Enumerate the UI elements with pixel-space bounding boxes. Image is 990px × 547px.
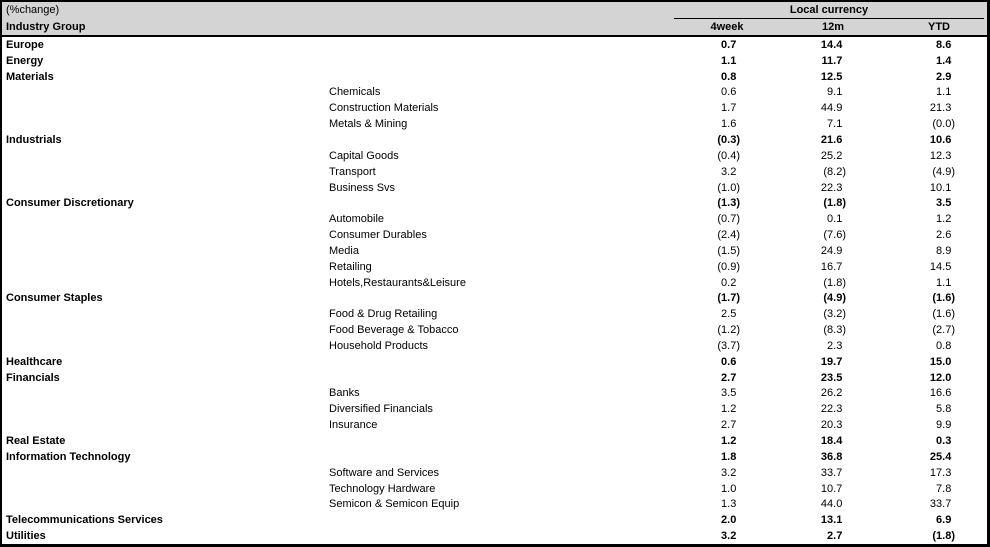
cell-4week [674,86,780,98]
cell-value: 10.6 [929,133,952,146]
cell-value: 25.2 [820,149,843,162]
cell-4week [674,197,780,209]
cell-ytd [886,55,990,67]
cell-ytd [886,118,990,130]
row-label: Energy [6,54,44,67]
table-row [2,291,987,307]
cell-value: 1.2 [721,403,737,416]
table-row [2,481,987,497]
cell-value: 2.6 [936,229,952,242]
cell-4week [674,483,780,495]
cell-value: (3.7) [717,339,740,352]
cell-value: (3.2) [823,308,846,321]
table-row [2,180,987,196]
cell-12m [780,419,886,431]
cell-value: 3.5 [936,197,952,210]
cell-value: (1.3) [717,197,740,210]
cell-4week [674,261,780,273]
cell-12m [780,118,886,130]
column-header-12m: 12m [821,20,845,33]
cell-value: 0.8 [936,339,952,352]
row-label: Software and Services [329,466,440,479]
cell-ytd [886,467,990,479]
cell-12m [780,403,886,415]
column-header-4week: 4week [710,20,744,33]
cell-12m [780,498,886,510]
row-label: Chemicals [329,86,381,99]
cell-value: 1.1 [936,276,952,289]
cell-value: 21.3 [929,102,952,115]
cell-12m [780,102,886,114]
cell-12m [780,166,886,178]
cell-ytd [886,182,990,194]
cell-ytd [886,86,990,98]
cell-ytd [886,134,990,146]
cell-4week [674,324,780,336]
cell-12m [780,150,886,162]
cell-ytd [886,229,990,241]
cell-value: (1.5) [717,244,740,257]
cell-value: (8.2) [823,165,846,178]
cell-value: 14.4 [820,38,843,51]
cell-ytd [886,213,990,225]
cell-12m [780,514,886,526]
cell-value: 3.2 [721,530,737,543]
cell-value: 6.9 [936,514,952,527]
row-label: Europe [6,38,44,51]
cell-value: (1.7) [717,292,740,305]
cell-value: (7.6) [823,229,846,242]
cell-ytd [886,71,990,83]
cell-value: 0.6 [721,355,737,368]
cell-value: 13.1 [820,514,843,527]
cell-ytd [886,39,990,51]
cell-value: 3.5 [721,387,737,400]
cell-value: (1.0) [717,181,740,194]
cell-12m [780,324,886,336]
row-label: Consumer Durables [329,229,427,242]
cell-value: (2.7) [932,324,955,337]
cell-value: 0.8 [721,70,737,83]
cell-4week [674,150,780,162]
row-label: Hotels,Restaurants&Leisure [329,276,466,289]
cell-12m [780,356,886,368]
cell-12m [780,277,886,289]
cell-4week [674,467,780,479]
cell-12m [780,530,886,542]
cell-value: 2.0 [721,514,737,527]
cell-value: 9.9 [936,419,952,432]
table-row [2,148,987,164]
cell-value: 8.6 [936,38,952,51]
cell-value: 7.8 [936,482,952,495]
cell-value: 3.2 [721,466,737,479]
table-row [2,116,987,132]
row-label: Diversified Financials [329,403,433,416]
cell-value: 0.6 [721,86,737,99]
cell-value: (2.4) [717,229,740,242]
cell-4week [674,498,780,510]
table-row [2,449,987,465]
cell-value: 17.3 [929,466,952,479]
cell-12m [780,134,886,146]
cell-12m [780,292,886,304]
row-label: Real Estate [6,435,66,448]
row-label: Food & Drug Retailing [329,308,438,321]
row-label: Information Technology [6,450,131,463]
cell-12m [780,451,886,463]
cell-value: 26.2 [820,387,843,400]
row-label: Media [329,244,359,257]
cell-12m [780,372,886,384]
cell-value: 33.7 [929,498,952,511]
column-header-ytd: YTD [928,20,950,33]
cell-value: (0.9) [717,260,740,273]
cell-12m [780,467,886,479]
cell-value: (0.3) [717,133,740,146]
table-row [2,69,987,85]
cell-value: 1.4 [936,54,952,67]
cell-value: (1.8) [823,197,846,210]
table-row [2,496,987,512]
cell-value: 25.4 [929,450,952,463]
cell-4week [674,102,780,114]
table-header [2,2,987,37]
cell-value: 10.1 [929,181,952,194]
cell-12m [780,86,886,98]
row-label: Consumer Staples [6,292,103,305]
cell-value: 7.1 [827,118,843,131]
cell-value: (1.8) [932,530,955,543]
table-row [2,386,987,402]
cell-value: 44.0 [820,498,843,511]
row-label: Insurance [329,419,378,432]
row-label: Consumer Discretionary [6,197,134,210]
cell-4week [674,419,780,431]
cell-value: (1.6) [932,292,955,305]
cell-12m [780,483,886,495]
table-row [2,401,987,417]
cell-ytd [886,483,990,495]
cell-4week [674,213,780,225]
cell-ytd [886,372,990,384]
cell-ytd [886,451,990,463]
cell-4week [674,245,780,257]
cell-ytd [886,197,990,209]
cell-value: 1.7 [721,102,737,115]
table-row [2,195,987,211]
cell-ytd [886,340,990,352]
row-label: Transport [329,165,376,178]
cell-12m [780,71,886,83]
cell-4week [674,372,780,384]
cell-4week [674,530,780,542]
cell-4week [674,340,780,352]
cell-value: 0.3 [936,435,952,448]
table-row [2,306,987,322]
table-row [2,417,987,433]
cell-4week [674,166,780,178]
cell-ytd [886,530,990,542]
cell-4week [674,435,780,447]
cell-ytd [886,324,990,336]
cell-value: 2.5 [721,308,737,321]
cell-12m [780,245,886,257]
row-label: Financials [6,371,60,384]
row-label: Technology Hardware [329,482,436,495]
cell-value: 8.9 [936,244,952,257]
row-label: Construction Materials [329,102,439,115]
cell-value: 10.7 [820,482,843,495]
cell-4week [674,277,780,289]
cell-value: (0.7) [717,213,740,226]
cell-value: 1.2 [936,213,952,226]
cell-value: 1.2 [721,435,737,448]
cell-4week [674,356,780,368]
cell-ytd [886,150,990,162]
cell-value: 33.7 [820,466,843,479]
cell-value: 12.5 [820,70,843,83]
cell-4week [674,514,780,526]
cell-4week [674,39,780,51]
cell-value: 0.2 [721,276,737,289]
cell-value: 18.4 [820,435,843,448]
cell-value: (1.2) [717,324,740,337]
cell-value: 20.3 [820,419,843,432]
cell-value: 3.2 [721,165,737,178]
cell-ytd [886,387,990,399]
table-row [2,211,987,227]
cell-ytd [886,356,990,368]
table-row [2,512,987,528]
table-row [2,37,987,53]
table-row [2,53,987,69]
cell-value: 2.7 [721,419,737,432]
cell-value: 1.8 [721,450,737,463]
row-label: Healthcare [6,355,63,368]
cell-value: 21.6 [820,133,843,146]
cell-4week [674,182,780,194]
cell-value: 1.3 [721,498,737,511]
table-row [2,354,987,370]
cell-12m [780,197,886,209]
cell-ytd [886,514,990,526]
cell-value: 2.9 [936,70,952,83]
cell-value: 19.7 [820,355,843,368]
cell-12m [780,182,886,194]
cell-value: 16.7 [820,260,843,273]
cell-value: (1.8) [823,276,846,289]
header-row-columns [2,19,987,36]
row-label: Metals & Mining [329,118,408,131]
cell-value: 36.8 [820,450,843,463]
table-row [2,132,987,148]
group-header-region [674,2,987,19]
row-label: Retailing [329,260,372,273]
cell-4week [674,55,780,67]
table-row [2,227,987,243]
industry-group-header: Industry Group [6,20,86,33]
cell-ytd [886,498,990,510]
cell-12m [780,340,886,352]
cell-value: 1.1 [936,86,952,99]
cell-value: 11.7 [821,54,843,67]
row-label: Industrials [6,133,62,146]
cell-4week [674,229,780,241]
cell-ytd [886,102,990,114]
table-row [2,100,987,116]
cell-ytd [886,308,990,320]
cell-12m [780,261,886,273]
cell-value: 12.0 [929,371,952,384]
cell-12m [780,435,886,447]
cell-ytd [886,403,990,415]
cell-value: 0.7 [721,38,737,51]
cell-value: (4.9) [932,165,955,178]
cell-ytd [886,435,990,447]
local-currency-header: Local currency [674,2,984,19]
row-label: Business Svs [329,181,396,194]
row-label: Household Products [329,339,429,352]
cell-12m [780,213,886,225]
cell-value: (4.9) [823,292,846,305]
cell-value: 12.3 [929,149,952,162]
cell-value: 16.6 [929,387,952,400]
cell-value: 24.9 [820,244,843,257]
cell-value: 14.5 [929,260,952,273]
row-label: Banks [329,387,360,400]
cell-value: 23.5 [820,371,843,384]
cell-value: 1.1 [721,54,737,67]
column-headers [674,19,990,36]
cell-4week [674,403,780,415]
table-row [2,433,987,449]
cell-ytd [886,166,990,178]
cell-4week [674,134,780,146]
cell-value: 2.7 [827,530,843,543]
table-row [2,370,987,386]
row-label: Semicon & Semicon Equip [329,498,460,511]
row-label: Automobile [329,213,385,226]
cell-value: 1.6 [721,118,737,131]
cell-ytd [886,277,990,289]
header-row-top [2,2,987,19]
cell-value: 22.3 [820,181,843,194]
cell-value: (1.6) [932,308,955,321]
cell-value: (0.4) [717,149,740,162]
cell-value: 44.9 [820,102,843,115]
table-row [2,243,987,259]
cell-4week [674,71,780,83]
cell-value: 2.7 [721,371,737,384]
cell-4week [674,308,780,320]
table-row [2,322,987,338]
cell-value: 22.3 [820,403,843,416]
cell-4week [674,292,780,304]
table-row [2,528,987,544]
row-label: Utilities [6,530,46,543]
cell-4week [674,118,780,130]
table-subtitle: (%change) [6,4,60,17]
cell-ytd [886,245,990,257]
cell-12m [780,387,886,399]
table-row [2,259,987,275]
cell-value: 0.1 [827,213,843,226]
table-body [2,37,987,544]
cell-12m [780,229,886,241]
cell-ytd [886,419,990,431]
table-row [2,85,987,101]
cell-ytd [886,261,990,273]
table-row [2,275,987,291]
cell-4week [674,451,780,463]
cell-value: 15.0 [929,355,952,368]
cell-value: (0.0) [932,118,955,131]
cell-12m [780,39,886,51]
row-label: Capital Goods [329,149,399,162]
cell-value: 5.8 [936,403,952,416]
table-row [2,465,987,481]
cell-value: 9.1 [827,86,843,99]
cell-4week [674,387,780,399]
row-label: Food Beverage & Tobacco [329,324,459,337]
row-label: Materials [6,70,54,83]
cell-12m [780,55,886,67]
cell-value: 1.0 [721,482,737,495]
table-row [2,164,987,180]
cell-ytd [886,292,990,304]
cell-value: (8.3) [823,324,846,337]
cell-value: 2.3 [827,339,843,352]
row-label: Telecommunications Services [6,514,163,527]
cell-12m [780,308,886,320]
table-row [2,338,987,354]
